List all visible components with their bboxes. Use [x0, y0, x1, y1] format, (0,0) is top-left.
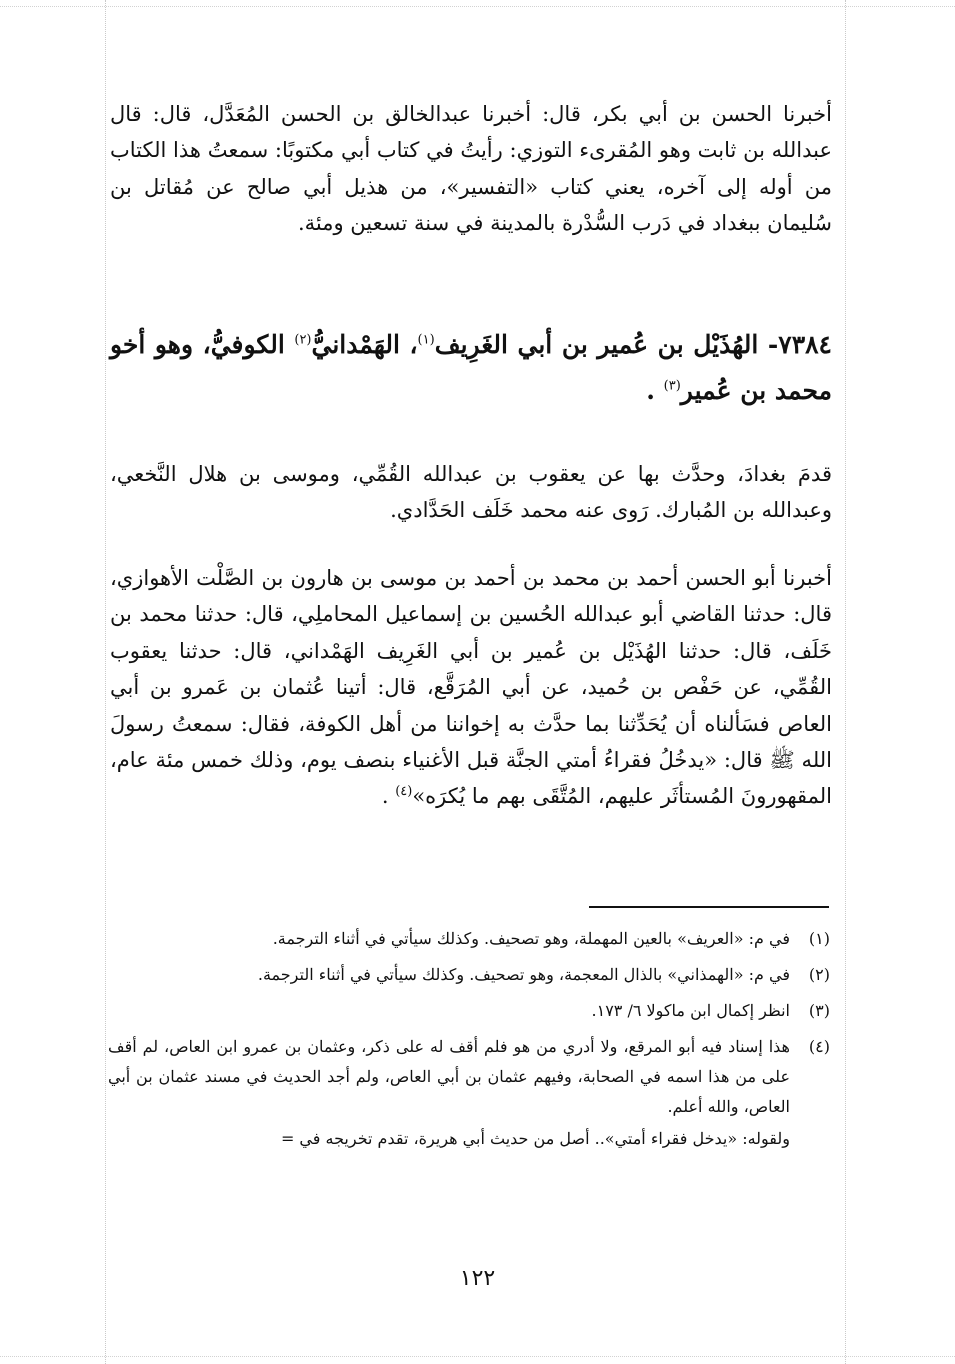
- narrators-paragraph: قدمَ بغدادَ، وحدَّث بها عن يعقوب بن عبدالله القُمِّي، وموسى بن هلال النَّخعي، وعبدالله بن المُبارك. رَوى عنه محمد خَلَف الحَدَّادي.: [110, 462, 832, 523]
- entry-nisba-kufi: الكوفيُّ، وهو أخو محمد بن عُمير: [110, 330, 832, 405]
- entry-nisba-hamdani: ، الهَمْدانيُّ: [311, 330, 418, 359]
- footnote-text: انظر إكمال ابن ماكولا ٦/ ١٧٣.: [591, 1001, 790, 1020]
- scan-guide-line: [0, 1356, 955, 1357]
- entry-heading-end: .: [646, 376, 655, 405]
- footnote-text: هذا إسناد فيه أبو المرقع، ولا أدري من هو فلم أقف له على ذكر، وعثمان بن عمرو ابن العاص، لم أقف على من هذا اسمه في الصحابة، وفيهم عثمان بن أبي العاص، ولم أجد الحديث في مسند عثمان بن أبي العاص، والله أعلم.: [108, 1037, 790, 1116]
- scan-guide-line: [0, 6, 955, 7]
- hadith-paragraph: [110, 560, 832, 815]
- hadith-end: .: [381, 784, 389, 809]
- footnote-ref-4[interactable]: (٤): [395, 784, 413, 800]
- footnote-item: [108, 960, 830, 990]
- footnote-text: في م: «العريف» بالعين المهملة، وهو تصحيف. وكذلك سيأتي في أثناء الترجمة.: [272, 929, 790, 948]
- footnote-ref-3[interactable]: (٣): [663, 378, 681, 394]
- footnote-number: (٤): [808, 1037, 830, 1056]
- footnote-number: (٢): [808, 965, 830, 984]
- footnote-item: [108, 1032, 830, 1122]
- footnote-separator: [589, 906, 829, 908]
- footnote-ref-1[interactable]: (١): [417, 332, 435, 348]
- footnotes-section: [108, 924, 830, 1154]
- page-number: ١٢٢: [459, 1266, 496, 1291]
- hadith-text: أخبرنا أبو الحسن أحمد بن محمد بن أحمد بن موسى بن هارون بن الصَّلْت الأهوازي، قال: حدثنا القاضي أبو عبدالله الحُسين بن إسماعيل المحاملِي، قال: حدثنا محمد بن خَلَف، قال: حدثنا الهُذَيْل بن عُمير بن أبي الغَرِيف الهَمْداني، قال: حدثنا يعقوب القُمِّي، عن حَفْص بن حُميد، عن أبي المُرَقَّع، قال: أتينا عُثمان بن عَمرو بن أبي العاص فسَألناه أن يُحَدِّثنا بما حدَّث به إخواننا من أهل الكوفة، فقال: سمعتُ رسولَ الله ﷺ قال: «يدخُلُ فقراءُ أمتي الجنَّة قبل الأغنياء بنصف يوم، وذلك خمس مئة عام، المقهورونَ المُستأثَر عليهم، المُتَّقَى بهم ما يُكرَه»: [110, 566, 832, 809]
- footnote-number: (١): [808, 929, 830, 948]
- footnote-item: [108, 996, 830, 1026]
- footnote-ref-2[interactable]: (٢): [294, 332, 312, 348]
- scan-guide-line: [105, 0, 106, 1364]
- footnote-number: (٣): [808, 1001, 830, 1020]
- scan-guide-line: [845, 0, 846, 1364]
- biography-entry-heading: [110, 322, 832, 414]
- entry-number-and-name: ٧٣٨٤- الهُذَيْل بن عُمير بن أبي الغَرِيف: [434, 330, 832, 359]
- footnote-text: في م: «الهمذاني» بالذال المعجمة، وهو تصحيف. وكذلك سيأتي في أثناء الترجمة.: [257, 965, 790, 984]
- opening-paragraph: أخبرنا الحسن بن أبي بكر، قال: أخبرنا عبدالخالق بن الحسن المُعَدَّل، قال: قال عبدالله بن ثابت وهو المُقرىء التوزي: رأيتُ في كتاب أبي مكتوبًا: سمعتُ هذا الكتاب من أوله إلى آخره، يعني كتاب «التفسير»، من هذيل أبي صالح عن مُقاتل بن سُليمان ببغداد في دَرب السُّدْرة بالمدينة في سنة تسعين ومئة.: [110, 102, 832, 236]
- footnote-item: [108, 924, 830, 954]
- footnote-continuation: ولقوله: «يدخل فقراء أمتي».. أصل من حديث أبي هريرة، تقدم تخريجه في =: [280, 1129, 790, 1148]
